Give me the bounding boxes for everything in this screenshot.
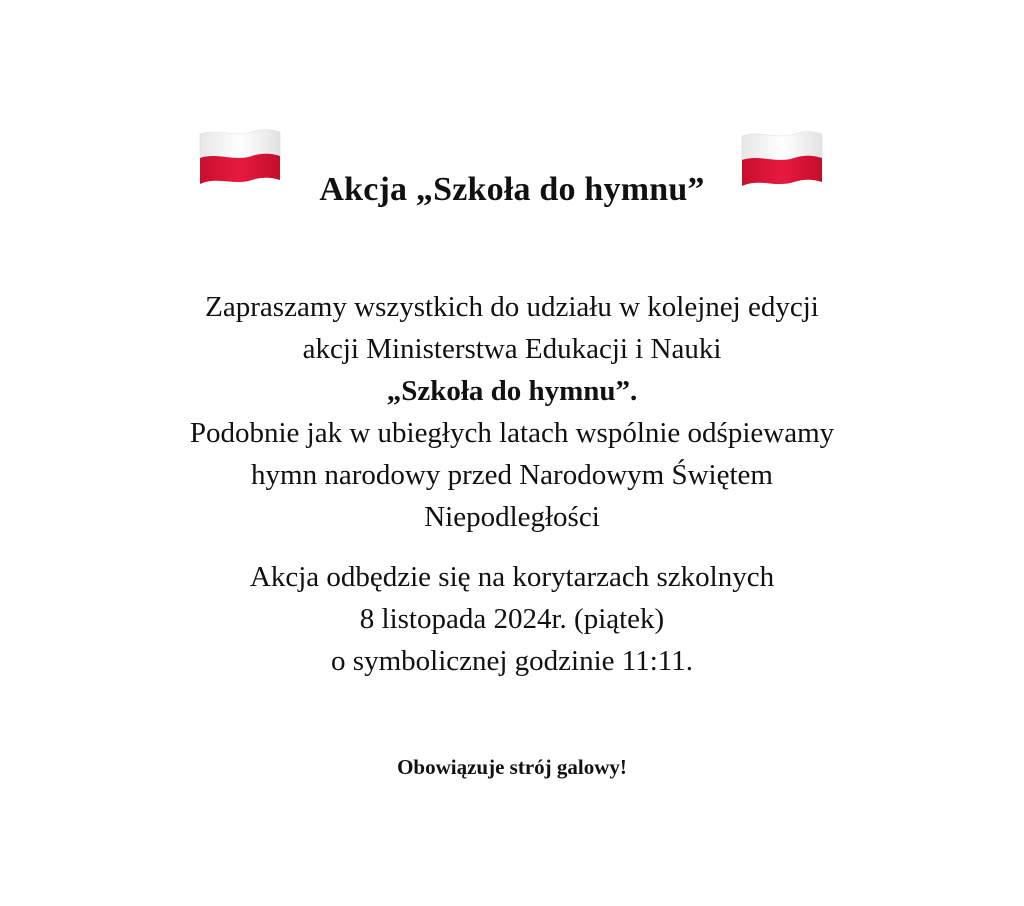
invitation-paragraph	[0, 286, 1024, 538]
invitation-line: hymn narodowy przed Narodowym Świętem	[251, 459, 773, 491]
event-time: o symbolicznej godzinie 11:11.	[331, 645, 693, 677]
event-location: Akcja odbędzie się na korytarzach szkolnych	[249, 561, 775, 593]
invitation-line: akcji Ministerstwa Edukacji i Nauki	[302, 333, 722, 365]
polish-flag-icon	[740, 130, 824, 192]
campaign-name: „Szkoła do hymnu”.	[386, 375, 638, 407]
invitation-line: Zapraszamy wszystkich do udziału w kolejnej edycji	[205, 291, 819, 323]
title-row	[0, 128, 1024, 218]
invitation-line: Podobnie jak w ubiegłych latach wspólnie odśpiewamy	[189, 417, 835, 449]
event-details	[0, 556, 1024, 682]
dress-code-note: Obowiązuje strój galowy!	[397, 755, 627, 779]
page-title: Akcja „Szkoła do hymnu”	[319, 171, 705, 208]
event-date: 8 listopada 2024r. (piątek)	[359, 603, 665, 635]
invitation-line: Niepodległości	[424, 501, 600, 533]
